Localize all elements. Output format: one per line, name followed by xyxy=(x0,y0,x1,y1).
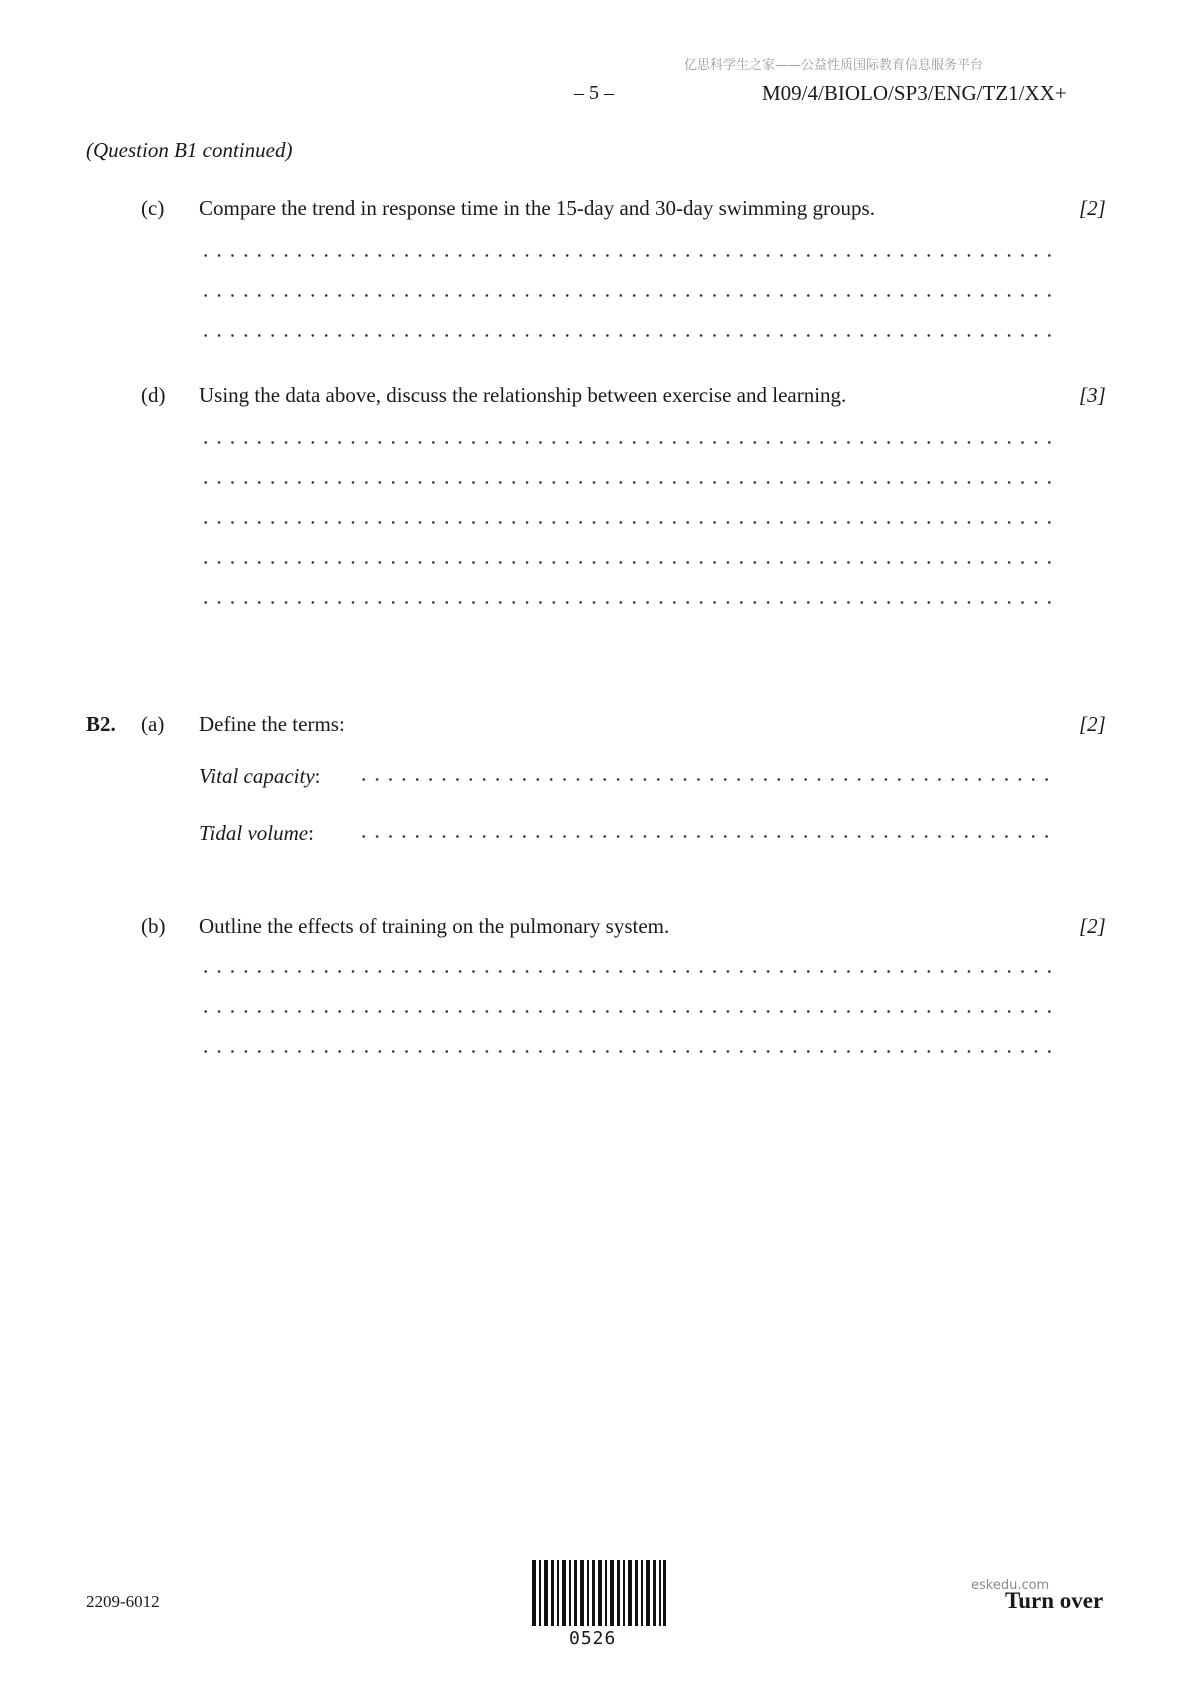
question-b1d-part: (d) xyxy=(141,383,166,407)
header-watermark: 亿思科学生之家——公益性质国际教育信息服务平台 xyxy=(684,58,984,73)
question-b2b-part: (b) xyxy=(141,914,166,938)
answer-line[interactable] xyxy=(199,481,1053,484)
question-b2a-part: (a) xyxy=(141,712,165,736)
term-tidal-volume xyxy=(199,821,314,846)
term-tidal-volume-label: Tidal volume xyxy=(199,821,309,845)
question-b2-number: B2. xyxy=(86,712,116,736)
question-b1d-marks: [3] xyxy=(1079,383,1106,407)
question-b2a-text: Define the terms: xyxy=(199,712,345,736)
continued-note: (Question B1 continued) xyxy=(86,138,293,162)
answer-line[interactable] xyxy=(199,601,1053,604)
paper-code: M09/4/BIOLO/SP3/ENG/TZ1/XX+ xyxy=(762,81,1067,105)
question-b1c-part: (c) xyxy=(141,196,165,220)
question-b1d-text: Using the data above, discuss the relationship between exercise and learning. xyxy=(199,383,847,407)
term-vital-capacity xyxy=(199,764,321,789)
answer-line[interactable] xyxy=(199,1010,1053,1013)
question-b1c-text: Compare the trend in response time in the 15-day and 30-day swimming groups. xyxy=(199,196,875,220)
question-b1c-marks: [2] xyxy=(1079,196,1106,220)
barcode-number: 0526 xyxy=(569,1628,617,1649)
answer-line[interactable] xyxy=(199,441,1053,444)
question-b2a-marks: [2] xyxy=(1079,712,1106,736)
answer-line[interactable] xyxy=(199,334,1053,337)
answer-line-tidal-volume[interactable] xyxy=(357,835,1053,838)
term-vital-capacity-label: Vital capacity xyxy=(199,764,315,788)
barcode-icon xyxy=(532,1560,666,1626)
answer-line[interactable] xyxy=(199,521,1053,524)
term-colon: : xyxy=(314,764,321,788)
answer-line[interactable] xyxy=(199,561,1053,564)
question-b2b-text: Outline the effects of training on the pulmonary system. xyxy=(199,914,670,938)
answer-line[interactable] xyxy=(199,1050,1053,1053)
answer-line[interactable] xyxy=(199,294,1053,297)
page-number: – 5 – xyxy=(574,82,614,104)
footer-code: 2209-6012 xyxy=(86,1592,160,1611)
turn-over-label: Turn over xyxy=(1005,1588,1104,1613)
answer-line[interactable] xyxy=(199,254,1053,257)
term-colon: : xyxy=(308,821,314,845)
question-b2b-marks: [2] xyxy=(1079,914,1106,938)
footer-watermark: eskedu.com xyxy=(971,1578,1050,1593)
answer-line[interactable] xyxy=(199,970,1053,973)
answer-line-vital-capacity[interactable] xyxy=(357,778,1053,781)
